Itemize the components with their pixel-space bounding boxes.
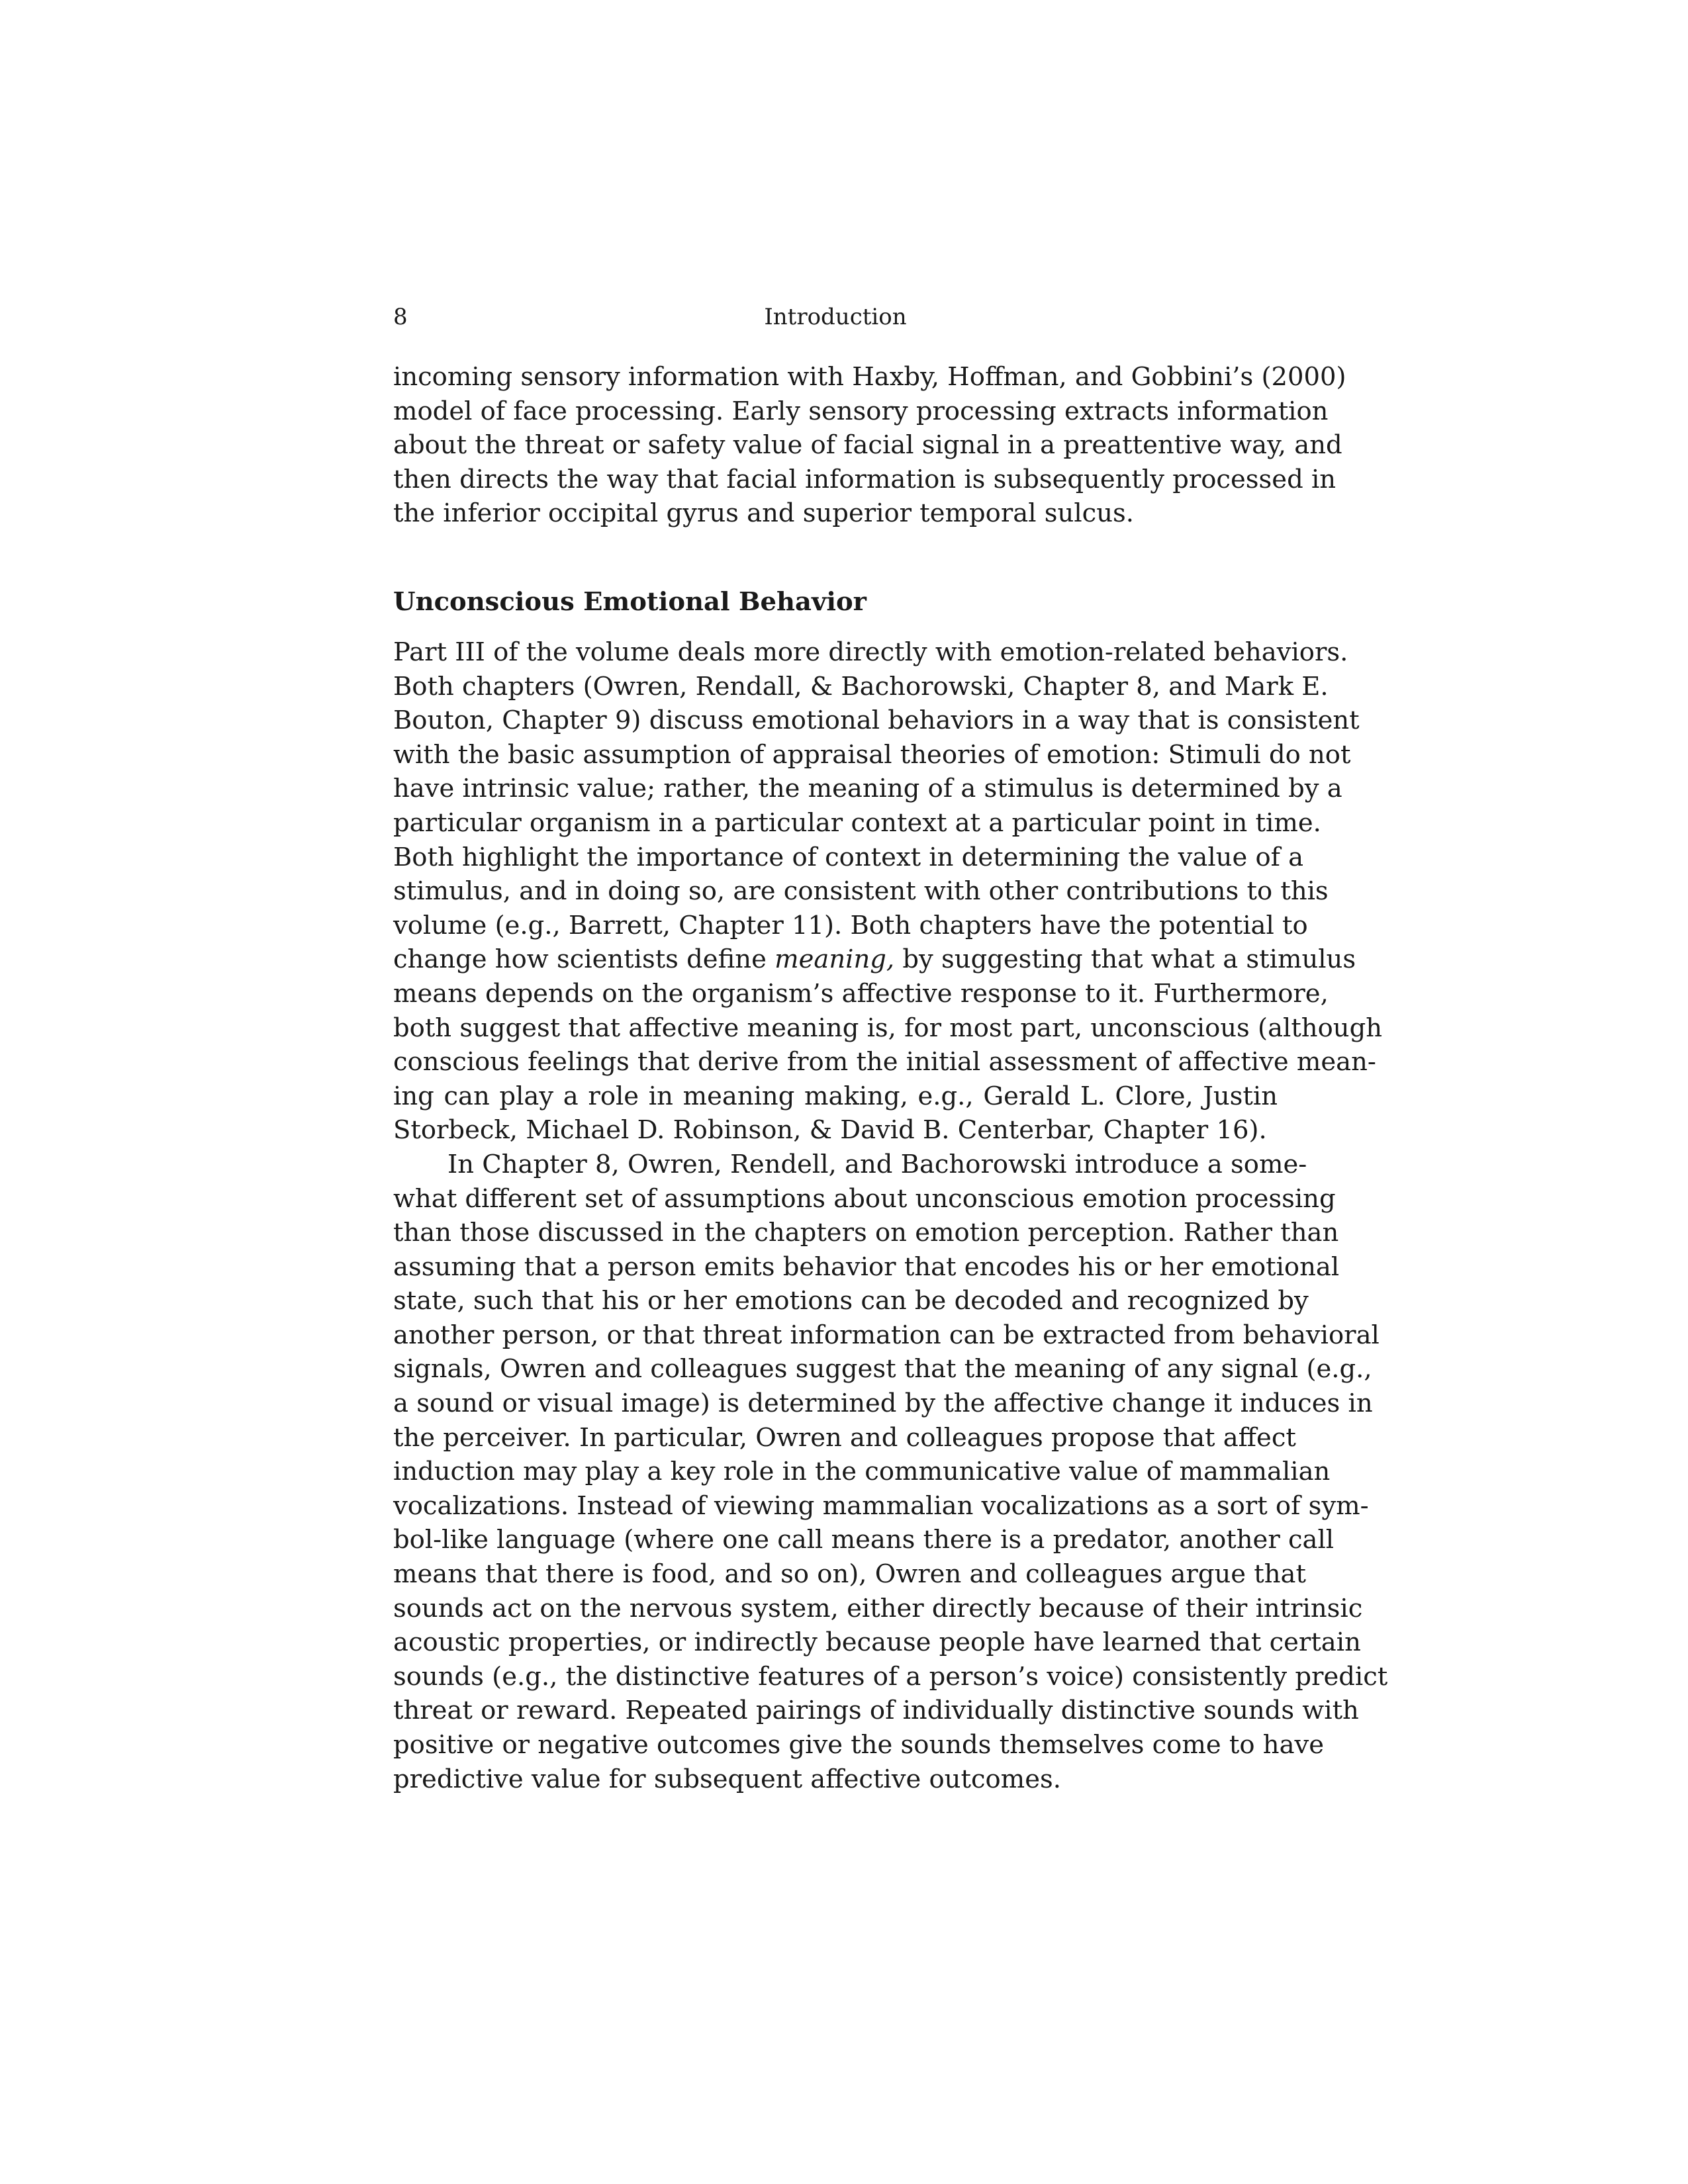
text-line: than those discussed in the chapters on emotion perception. Rather than <box>393 1218 1339 1248</box>
text-line: sounds act on the nervous system, either directly because of their intrinsic <box>393 1593 1363 1623</box>
italic-term: meaning, <box>774 944 895 975</box>
text-line: assuming that a person emits behavior that encodes his or her emotional <box>393 1251 1340 1282</box>
text-line-with-italic <box>393 942 1356 977</box>
text-line: incoming sensory information with Haxby, Hoffman, and Gobbini’s (2000) <box>393 362 1346 392</box>
text-line: bol-like language (where one call means there is a predator, another call <box>393 1525 1335 1555</box>
text-line: another person, or that threat information can be extracted from behavioral <box>393 1320 1380 1350</box>
text-line: Both highlight the importance of context in determining the value of a <box>393 842 1304 872</box>
text-line: the perceiver. In particular, Owren and colleagues propose that affect <box>393 1422 1296 1453</box>
text-line: the inferior occipital gyrus and superior temporal sulcus. <box>393 498 1134 529</box>
body-text <box>393 635 1388 1796</box>
text-line: then directs the way that facial information is subsequently processed in <box>393 464 1336 494</box>
text-line: Storbeck, Michael D. Robinson, & David B. Centerbar, Chapter 16). <box>393 1115 1267 1146</box>
text-line: acoustic properties, or indirectly because people have learned that certain <box>393 1627 1361 1658</box>
text-line: model of face processing. Early sensory processing extracts information <box>393 396 1329 426</box>
text-line: have intrinsic value; rather, the meaning of a stimulus is determined by a <box>393 774 1342 804</box>
text-run: by suggesting that what a stimulus <box>894 944 1356 975</box>
text-line: threat or reward. Repeated pairings of individually distinctive sounds with <box>393 1696 1359 1726</box>
text-line: state, such that his or her emotions can be decoded and recognized by <box>393 1286 1309 1316</box>
running-title: Introduction <box>764 304 907 330</box>
text-line: signals, Owren and colleagues suggest that the meaning of any signal (e.g., <box>393 1354 1372 1385</box>
text-line: Both chapters (Owren, Rendall, & Bachorowski, Chapter 8, and Mark E. <box>393 671 1329 702</box>
text-line: means depends on the organism’s affective response to it. Furthermore, <box>393 978 1329 1009</box>
text-run: change how scientists define <box>393 944 775 975</box>
text-line: Part III of the volume deals more directly with emotion-related behaviors. <box>393 637 1348 667</box>
text-line: Bouton, Chapter 9) discuss emotional behaviors in a way that is consistent <box>393 705 1360 736</box>
paragraph-continued <box>393 360 1346 531</box>
text-line: means that there is food, and so on), Owren and colleagues argue that <box>393 1559 1306 1590</box>
text-line: about the threat or safety value of facial signal in a preattentive way, and <box>393 430 1342 461</box>
text-line: induction may play a key role in the communicative value of mammalian <box>393 1457 1331 1487</box>
text-line: predictive value for subsequent affective outcomes. <box>393 1764 1061 1794</box>
text-line: both suggest that affective meaning is, for most part, unconscious (although <box>393 1013 1383 1043</box>
text-line: stimulus, and in doing so, are consistent with other contributions to this <box>393 876 1329 907</box>
text-line: volume (e.g., Barrett, Chapter 11). Both chapters have the potential to <box>393 910 1308 940</box>
text-line: what different set of assumptions about unconscious emotion processing <box>393 1183 1336 1214</box>
text-line: with the basic assumption of appraisal theories of emotion: Stimuli do not <box>393 739 1351 770</box>
text-line: In Chapter 8, Owren, Rendell, and Bachorowski introduce a some- <box>447 1149 1307 1179</box>
text-line: sounds (e.g., the distinctive features of a person’s voice) consistently predict <box>393 1661 1388 1692</box>
text-line: particular organism in a particular context at a particular point in time. <box>393 807 1321 838</box>
running-head <box>393 300 1278 334</box>
text-line: a sound or visual image) is determined by the affective change it induces in <box>393 1388 1373 1419</box>
text-line: ing can play a role in meaning making, e.g., Gerald L. Clore, Justin <box>393 1081 1278 1111</box>
text-line: positive or negative outcomes give the sounds themselves come to have <box>393 1730 1325 1760</box>
section-heading: Unconscious Emotional Behavior <box>393 587 867 617</box>
text-line: vocalizations. Instead of viewing mammalian vocalizations as a sort of sym- <box>393 1490 1369 1521</box>
page-number: 8 <box>393 304 408 330</box>
text-line: conscious feelings that derive from the initial assessment of affective mean- <box>393 1047 1376 1077</box>
